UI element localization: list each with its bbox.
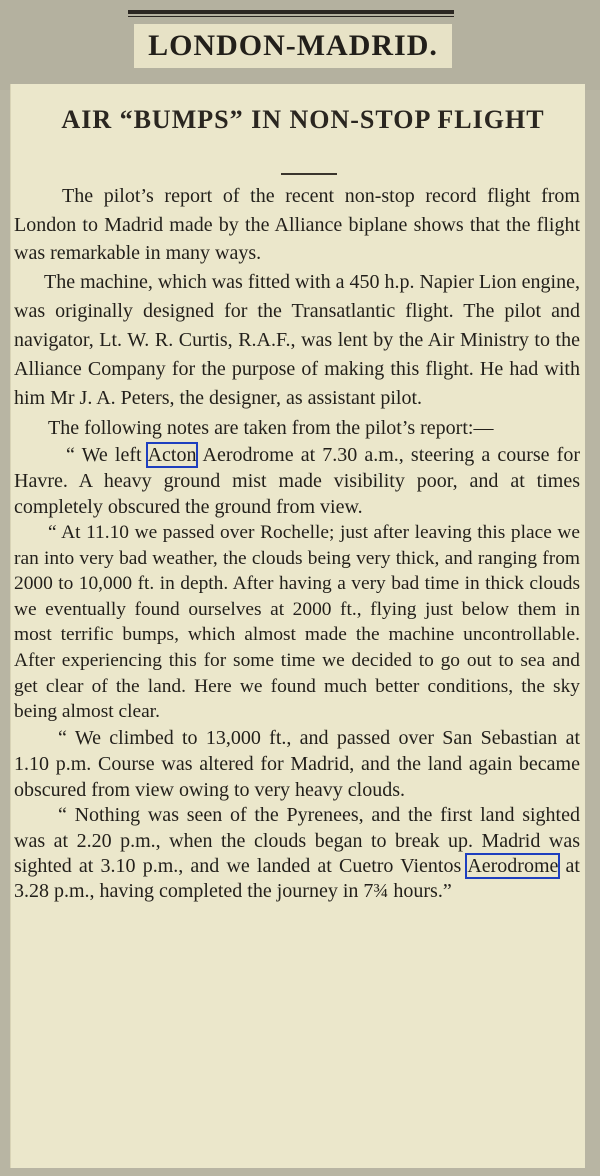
masthead: LONDON-MADRID. [148, 29, 438, 62]
article-column [10, 84, 585, 1168]
article-title: AIR “BUMPS” IN NON-STOP FLIGHT [61, 105, 545, 134]
highlighted-word-acton[interactable]: Acton [147, 444, 197, 467]
masthead-box [134, 24, 452, 68]
paragraph-1: The pilot’s report of the recent non-stop record flight from London to Madrid made by the Alliance biplane shows that the flight was remarkable in many ways. [14, 185, 580, 264]
article-body [14, 182, 580, 904]
top-rule-thin [128, 16, 454, 17]
highlighted-word-aerodrome[interactable]: Aerodrome [467, 854, 559, 877]
quote-paragraph-3: “ We climbed to 13,000 ft., and passed over San Sebastian at 1.10 p.m. Course was altered for Madrid, and the land again became obscured from view owing to very heavy clouds. [14, 726, 580, 802]
quote-1-start: “ We left [66, 444, 148, 467]
paragraph-3: The following notes are taken from the pilot’s report:— [48, 416, 494, 439]
top-rule [128, 10, 454, 14]
quote-paragraph-1 [14, 442, 580, 520]
paragraph-2: The machine, which was fitted with a 450 h.p. Napier Lion engine, was originally designed for the Transatlantic flight. The pilot and navigator, Lt. W. R. Curtis, R.A.F., was lent by the Air Ministry to the Alliance Company for the purpose of making this flight. He had with him Mr J. A. Peters, the designer, as assistant pilot. [14, 270, 580, 410]
quote-4-rest: at 3.28 p.m., having completed the journey in 7¾ hours.” [14, 854, 580, 903]
quote-paragraph-4 [14, 803, 580, 904]
quote-paragraph-2: “ At 11.10 we passed over Rochelle; just after leaving this place we ran into very bad weather, the clouds being very thick, and ranging from 2000 to 10,000 ft. in depth. After having a very bad time in thick clouds we eventually found ourselves at 2000 ft., flying just below them in most terrific bumps, which almost made the machine uncontrollable. After experiencing this for some time we decided to go out to sea and get clear of the land. Here we found much better conditions, the sky being almost clear. [14, 522, 580, 723]
title-rule [281, 173, 337, 175]
quote-1-rest: Aerodrome at 7.30 a.m., steering a course for Havre. A heavy ground mist made visibility poor, and at times completely obscured the ground from view. [14, 444, 581, 519]
quote-4-start: “ Nothing was seen of the Pyrenees, and the first land sighted was at 2.20 p.m., when the clouds began to break up. Madrid was sighted at 3.10 p.m., and we landed at Cuetro Vientos [14, 804, 580, 877]
